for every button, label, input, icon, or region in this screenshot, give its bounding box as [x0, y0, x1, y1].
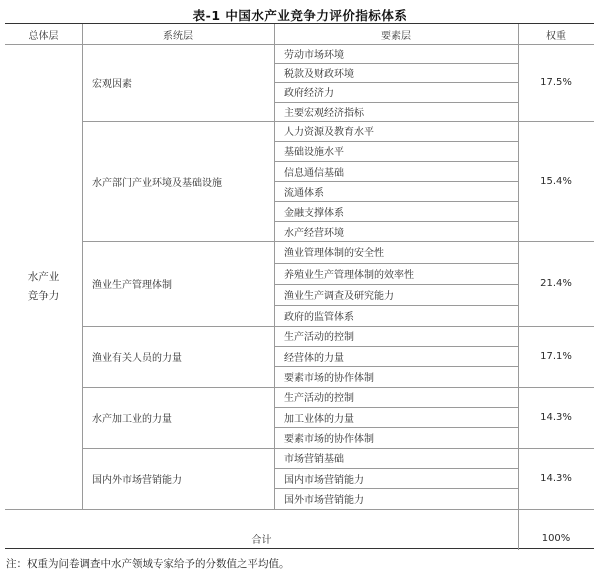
element-divider — [274, 102, 518, 103]
element-divider — [274, 284, 518, 285]
element-divider — [274, 305, 518, 306]
col-divider-1 — [82, 24, 83, 509]
system-layer-cell: 宏观因素 — [92, 78, 132, 90]
header-divider — [5, 44, 594, 45]
element-divider — [274, 263, 518, 264]
element-layer-cell: 水产经营环境 — [284, 227, 344, 239]
element-layer-cell: 加工业体的力量 — [284, 413, 354, 425]
element-layer-cell: 劳动市场环境 — [284, 50, 344, 62]
element-layer-cell: 政府的监管体系 — [284, 311, 354, 323]
element-divider — [274, 161, 518, 162]
weight-cell: 15.4% — [540, 175, 572, 187]
element-layer-cell: 流通体系 — [284, 187, 324, 199]
element-divider — [274, 468, 518, 469]
system-layer-cell: 渔业生产管理体制 — [92, 280, 172, 292]
element-divider — [274, 141, 518, 142]
total-divider — [5, 509, 594, 510]
element-divider — [274, 488, 518, 489]
element-layer-cell: 渔业生产调查及研究能力 — [284, 290, 394, 302]
element-layer-cell: 经营体的力量 — [284, 352, 344, 364]
element-divider — [274, 407, 518, 408]
header-element-layer: 要素层 — [381, 30, 411, 42]
overall-layer-cell: 水产业 竞争力 — [27, 270, 60, 302]
element-layer-cell: 市场营销基础 — [284, 454, 344, 466]
element-layer-cell: 政府经济力 — [284, 88, 334, 100]
header-system-layer: 系统层 — [163, 30, 193, 42]
system-layer-cell: 水产加工业的力量 — [92, 413, 172, 425]
element-divider — [274, 201, 518, 202]
element-layer-cell: 养殖业生产管理体制的效率性 — [284, 269, 414, 281]
element-layer-cell: 生产活动的控制 — [284, 393, 354, 405]
total-label: 合计 — [251, 535, 272, 546]
element-layer-cell: 国内市场营销能力 — [284, 474, 364, 486]
weight-cell: 17.5% — [540, 76, 572, 88]
element-divider — [274, 427, 518, 428]
element-divider — [274, 82, 518, 83]
element-layer-cell: 金融支撑体系 — [284, 207, 344, 219]
element-layer-cell: 主要宏观经济指标 — [284, 107, 364, 119]
element-layer-cell: 人力资源及教育水平 — [284, 127, 374, 139]
element-layer-cell: 基础设施水平 — [284, 147, 344, 159]
element-divider — [274, 346, 518, 347]
element-layer-cell: 要素市场的协作体制 — [284, 373, 374, 385]
weight-cell: 14.3% — [540, 411, 572, 423]
element-layer-cell: 税款及财政环境 — [284, 69, 354, 81]
element-divider — [274, 366, 518, 367]
element-layer-cell: 生产活动的控制 — [284, 332, 354, 344]
element-layer-cell: 渔业管理体制的安全性 — [284, 248, 384, 260]
col-divider-3 — [518, 24, 519, 550]
header-overall-layer: 总体层 — [28, 30, 59, 42]
header-weight: 权重 — [546, 30, 566, 42]
weight-cell: 17.1% — [540, 350, 572, 362]
indicator-table — [5, 23, 594, 549]
table-title: 表-1 中国水产业竞争力评价指标体系 — [192, 8, 408, 23]
element-divider — [274, 63, 518, 64]
footnote: 注：权重为问卷调查中水产领域专家给予的分数值之平均值。 — [6, 558, 290, 570]
system-layer-cell: 渔业有关人员的力量 — [92, 352, 182, 364]
system-layer-cell: 国内外市场营销能力 — [92, 474, 182, 486]
weight-cell: 21.4% — [540, 278, 572, 290]
weight-cell: 14.3% — [540, 472, 572, 484]
element-layer-cell: 国外市场营销能力 — [284, 494, 364, 506]
element-layer-cell: 信息通信基础 — [284, 167, 344, 179]
total-value: 100% — [541, 533, 571, 544]
element-layer-cell: 要素市场的协作体制 — [284, 433, 374, 445]
element-divider — [274, 181, 518, 182]
system-layer-cell: 水产部门产业环境及基础设施 — [92, 177, 222, 189]
element-divider — [274, 221, 518, 222]
col-divider-2 — [274, 24, 275, 509]
